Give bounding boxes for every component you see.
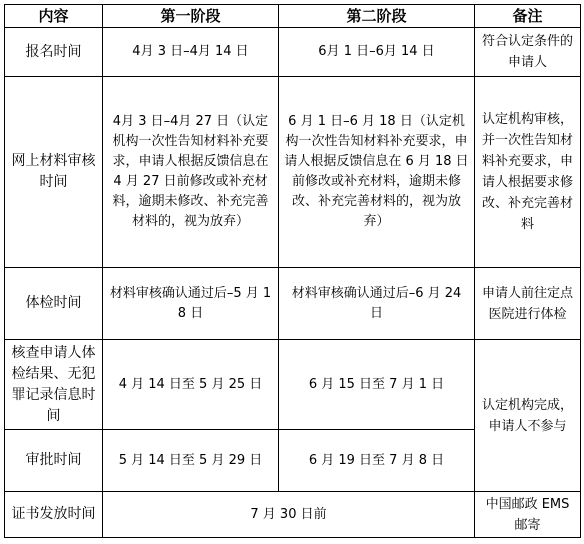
table-header-row	[5, 5, 581, 28]
row-label: 核查申请人体检结果、无犯罪记录信息时间	[5, 340, 103, 430]
row-label: 网上材料审核时间	[5, 77, 103, 268]
stage-2-cell: 6 月 1 日–6 月 18 日（认定机构一次性告知材料补充要求，申请人根据反馈信息在 6 月 18 日前修改或补充材料，逾期未修改、补充完善材料的，视为放弃）	[279, 77, 475, 268]
header-note: 备注	[475, 5, 581, 28]
note-cell: 申请人前往定点医院进行体检	[475, 268, 581, 340]
row-label: 体检时间	[5, 268, 103, 340]
note-cell: 中国邮政 EMS 邮寄	[475, 492, 581, 538]
table-row-verification	[5, 340, 581, 430]
schedule-table	[4, 4, 581, 538]
merged-stage-cell: 7 月 30 日前	[103, 492, 475, 538]
table-row-online-review	[5, 77, 581, 268]
row-label: 报名时间	[5, 28, 103, 77]
stage-1-cell: 4 月 14 日至 5 月 25 日	[103, 340, 279, 430]
row-label: 审批时间	[5, 430, 103, 492]
note-cell: 认定机构审核，并一次性告知材料补充要求，申请人根据要求修改、补充完善材料	[475, 77, 581, 268]
stage-2-cell: 6 月 19 日至 7 月 8 日	[279, 430, 475, 492]
row-label: 证书发放时间	[5, 492, 103, 538]
stage-2-cell: 6月 1 日–6月 14 日	[279, 28, 475, 77]
note-cell: 符合认定条件的申请人	[475, 28, 581, 77]
table-row-certificate	[5, 492, 581, 538]
stage-1-cell: 4月 3 日–4月 14 日	[103, 28, 279, 77]
header-stage-2: 第二阶段	[279, 5, 475, 28]
stage-2-cell: 材料审核确认通过后–6 月 24 日	[279, 268, 475, 340]
stage-1-cell: 材料审核确认通过后–5 月 18 日	[103, 268, 279, 340]
note-cell: 认定机构完成，申请人不参与	[475, 340, 581, 492]
stage-1-cell: 5 月 14 日至 5 月 29 日	[103, 430, 279, 492]
stage-2-cell: 6 月 15 日至 7 月 1 日	[279, 340, 475, 430]
table-row-registration	[5, 28, 581, 77]
header-content: 内容	[5, 5, 103, 28]
table-row-physical-exam	[5, 268, 581, 340]
header-stage-1: 第一阶段	[103, 5, 279, 28]
stage-1-cell: 4月 3 日–4月 27 日（认定机构一次性告知材料补充要求，申请人根据反馈信息在 4 月 27 日前修改或补充材料，逾期未修改、补充完善材料的，视为放弃）	[103, 77, 279, 268]
